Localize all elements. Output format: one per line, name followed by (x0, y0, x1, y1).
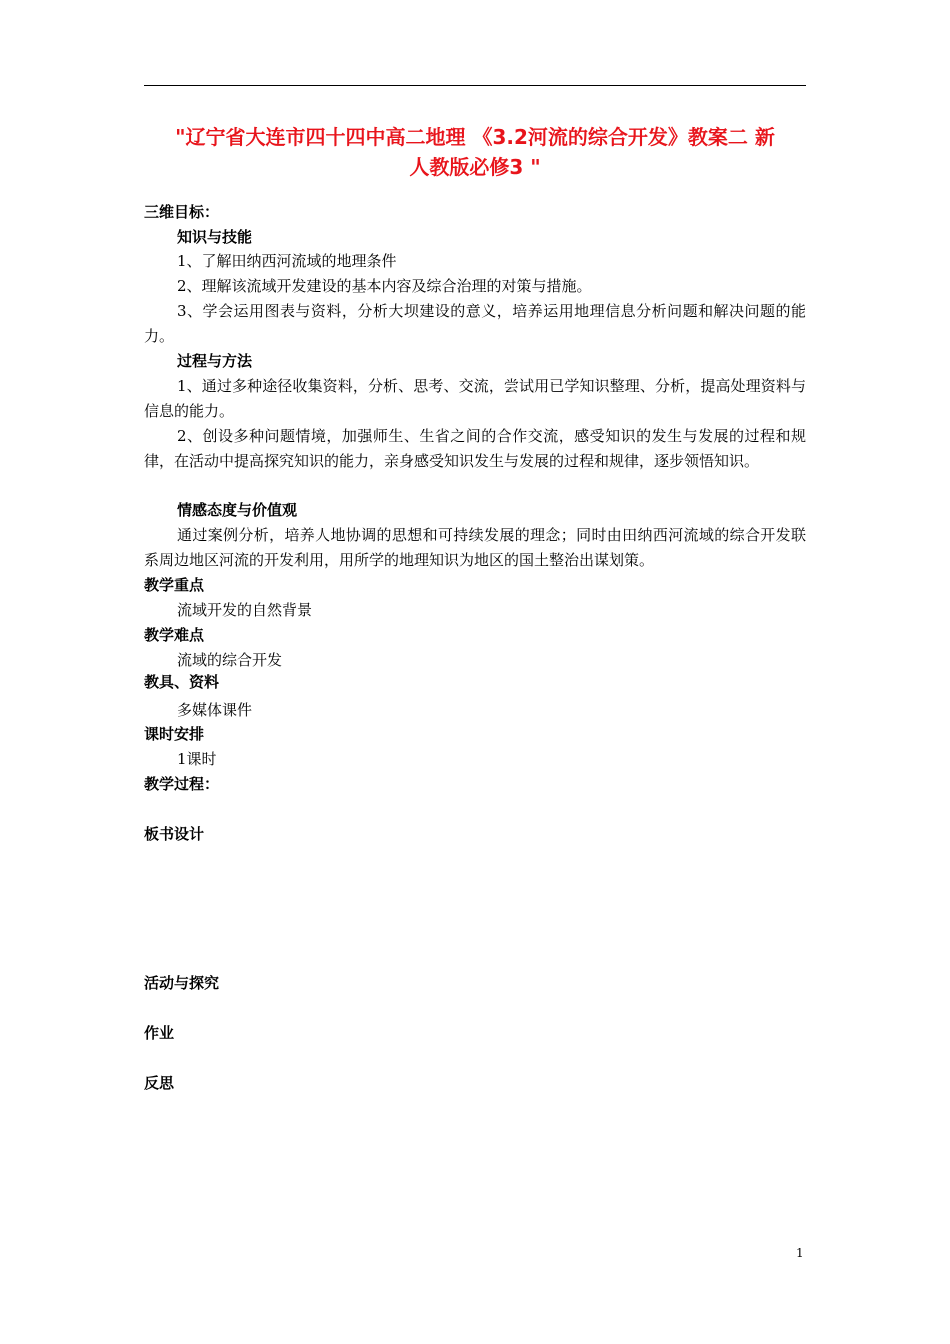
homework-heading: 作业 (144, 1024, 175, 1042)
knowledge-item: 1、了解田纳西河流域的地理条件 (177, 252, 397, 270)
schedule-heading: 课时安排 (144, 725, 205, 743)
process-item: 2、创设多种问题情境，加强师生、生省之间的合作交流，感受知识的发生与发展的过程和规律，在活动中提高探究知识的能力，亲身感受知识发生与发展的过程和规律，逐步领悟知识。 (144, 427, 806, 470)
reflection-heading: 反思 (144, 1074, 175, 1092)
emotion-heading: 情感态度与价值观 (177, 501, 298, 519)
knowledge-heading: 知识与技能 (177, 228, 253, 246)
knowledge-item: 3、学会运用图表与资料，分析大坝建设的意义，培养运用地理信息分析问题和解决问题的能力。 (144, 302, 806, 345)
process-heading: 过程与方法 (177, 352, 253, 370)
difficult-text: 流域的综合开发 (177, 651, 283, 669)
activity-heading: 活动与探究 (144, 974, 220, 992)
key-text: 流域开发的自然背景 (177, 601, 313, 619)
difficult-heading: 教学难点 (144, 626, 205, 644)
title-line-1: "辽宁省大连市四十四中高二地理 《3.2河流的综合开发》教案二 新 (175, 125, 775, 149)
tools-text: 多媒体课件 (177, 701, 253, 719)
page-number: 1 (796, 1246, 804, 1260)
goals-heading: 三维目标： (144, 203, 220, 221)
board-design-heading: 板书设计 (144, 825, 205, 843)
key-heading: 教学重点 (144, 576, 205, 594)
process-item: 1、通过多种途径收集资料，分析、思考、交流，尝试用已学知识整理、分析，提高处理资料与信息的能力。 (144, 377, 806, 420)
tools-heading: 教具、资料 (144, 673, 220, 691)
header-rule (144, 85, 806, 86)
title-line-2: 人教版必修3 " (409, 155, 541, 179)
knowledge-item: 2、理解该流域开发建设的基本内容及综合治理的对策与措施。 (177, 277, 592, 295)
document-title (144, 122, 806, 182)
emotion-text: 通过案例分析，培养人地协调的思想和可持续发展的理念；同时由田纳西河流域的综合开发联系周边地区河流的开发利用，用所学的地理知识为地区的国土整治出谋划策。 (144, 526, 806, 569)
schedule-text: 1课时 (177, 750, 217, 768)
teaching-process-heading: 教学过程： (144, 775, 220, 793)
